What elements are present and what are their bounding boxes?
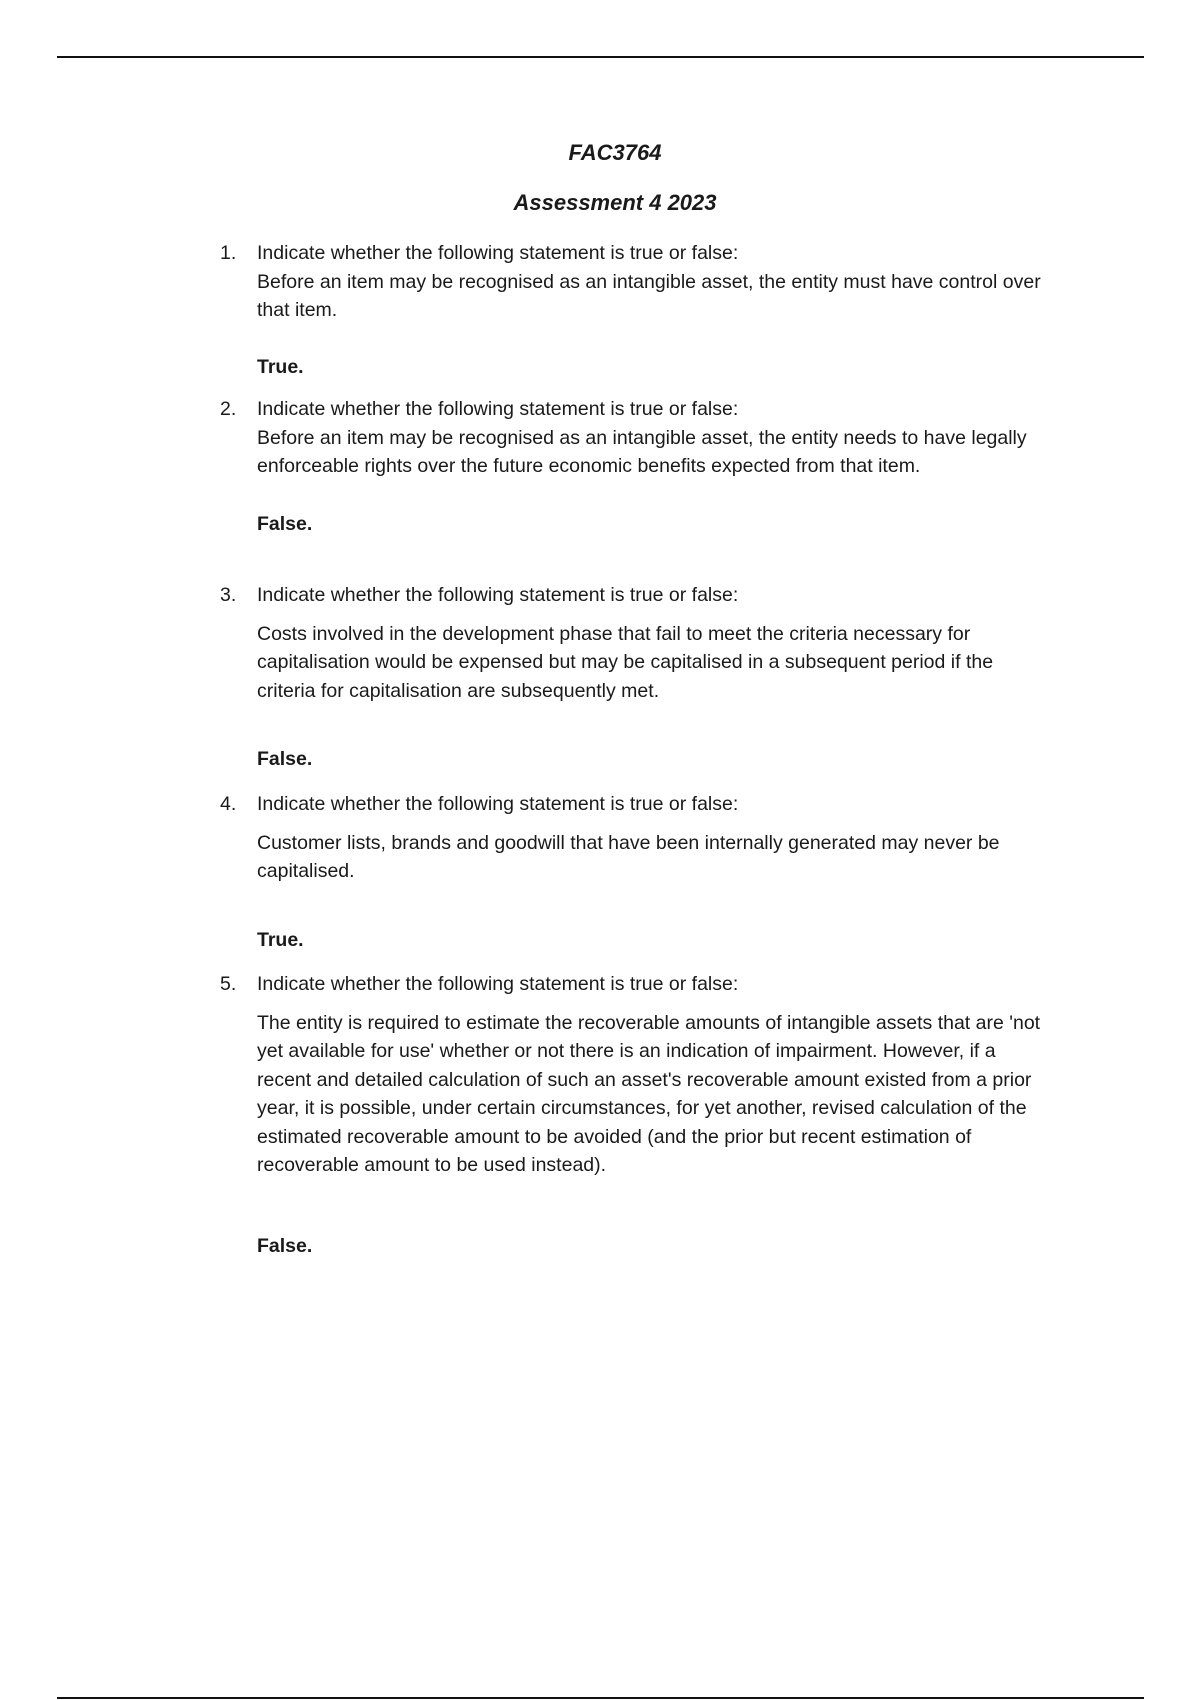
question-statement: The entity is required to estimate the recoverable amounts of intangible assets that are 'not yet available for use' whether or not there is an indication of impairment. However, if a recent and detailed calculation of such an asset's recoverable amount existed from a prior year, it is possible, under certain circumstances, for yet another, revised calculation of the estimated recoverable amount to be avoided (and the prior but recent estimation of recoverable amount to be used instead). — [257, 1011, 1041, 1176]
question-number: 5. — [220, 973, 237, 995]
assessment-title: Assessment 4 2023 — [513, 190, 717, 215]
course-code: FAC3764 — [568, 140, 662, 165]
question-prompt: Indicate whether the following statement is true or false: — [257, 242, 739, 264]
question-statement: Costs involved in the development phase that fail to meet the criteria necessary for capitalisation would be expensed but may be capitalised in a subsequent period if the criteria for capitalisation are subsequently met. — [257, 622, 994, 702]
top-rule — [57, 56, 1144, 58]
question-prompt: Indicate whether the following statement is true or false: — [257, 584, 739, 606]
question-answer: True. — [257, 355, 304, 378]
question-prompt: Indicate whether the following statement is true or false: — [257, 398, 739, 420]
question-item — [220, 790, 1050, 954]
bottom-rule — [57, 1697, 1144, 1699]
question-answer: False. — [257, 748, 313, 770]
question-number: 4. — [220, 793, 237, 815]
question-item — [220, 239, 1050, 381]
question-number: 1. — [220, 242, 237, 264]
question-answer: False. — [257, 512, 313, 535]
question-answer: True. — [257, 928, 304, 951]
question-statement: Before an item may be recognised as an intangible asset, the entity needs to have legally enforceable rights over the future economic benefits expected from that item. — [257, 426, 1027, 477]
question-item — [220, 970, 1050, 1260]
question-prompt: Indicate whether the following statement is true or false: — [257, 973, 739, 995]
question-statement: Before an item may be recognised as an intangible asset, the entity must have control over that item. — [257, 270, 1041, 321]
question-number: 2. — [220, 398, 237, 420]
question-number: 3. — [220, 584, 237, 606]
question-statement: Customer lists, brands and goodwill that have been internally generated may never be capitalised. — [257, 831, 1000, 882]
question-item — [220, 395, 1050, 538]
question-answer: False. — [257, 1234, 313, 1257]
question-item — [220, 581, 1050, 774]
question-prompt: Indicate whether the following statement is true or false: — [257, 793, 739, 815]
